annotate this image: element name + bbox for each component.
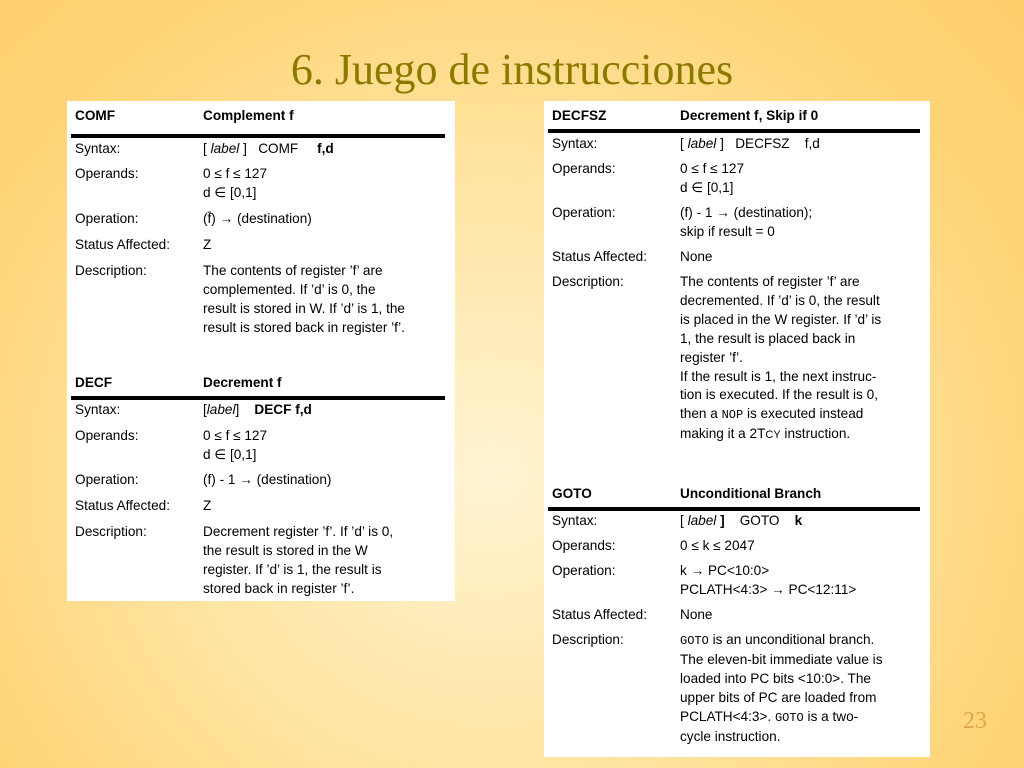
comf-operation-value: (f̄) → (destination)	[203, 211, 312, 226]
decf-desc-line: the result is stored in the W	[203, 542, 368, 558]
goto-desc-fragment: PCLATH<4:3>.	[680, 708, 775, 724]
instruction-panel-left	[67, 101, 455, 601]
comf-operands-label: Operands:	[75, 166, 139, 181]
decfsz-desc-line	[680, 405, 920, 425]
comf-syntax-args: f,d	[317, 141, 334, 156]
decfsz-desc-fragment: instruction.	[780, 426, 851, 442]
comf-name: Complement f	[203, 108, 294, 123]
goto-description-label: Description:	[552, 632, 624, 647]
comf-syntax-label: Syntax:	[75, 141, 121, 156]
decfsz-desc-line: If the result is 1, the next instruc-	[680, 368, 877, 384]
decfsz-mnemonic: DECFSZ	[552, 108, 607, 123]
goto-card	[544, 485, 930, 755]
decfsz-desc-line: 1, the result is placed back in	[680, 330, 856, 346]
decfsz-syntax-close: ]	[720, 136, 724, 151]
decfsz-operation-value	[680, 204, 920, 242]
decfsz-description-label: Description:	[552, 274, 624, 289]
decfsz-desc-line: register ’f’.	[680, 349, 743, 365]
comf-status-value: Z	[203, 237, 212, 252]
decfsz-operand-d: d ∈ [0,1]	[680, 179, 734, 195]
goto-description-value	[680, 631, 920, 746]
decfsz-operand-f: 0 ≤ f ≤ 127	[680, 161, 745, 176]
comf-desc-line: result is stored back in register ’f’.	[203, 319, 405, 335]
decfsz-operands-label: Operands:	[552, 161, 616, 176]
goto-mnemonic: GOTO	[552, 486, 592, 501]
decfsz-desc-cy: CY	[765, 429, 781, 442]
goto-desc-fragment: is an unconditional branch.	[708, 632, 875, 647]
decf-operands-value	[203, 427, 445, 465]
goto-syntax-open: [	[680, 513, 684, 528]
decf-syntax-value	[203, 401, 445, 420]
goto-syntax-op: GOTO	[739, 513, 780, 528]
decf-operand-f: 0 ≤ f ≤ 127	[203, 428, 268, 443]
decfsz-header	[552, 107, 930, 125]
goto-desc-fragment: is a two-	[803, 708, 859, 724]
decf-operand-d: d ∈ [0,1]	[203, 446, 257, 462]
decfsz-syntax-label: Syntax:	[552, 136, 598, 151]
decfsz-syntax-open: [	[680, 136, 684, 151]
comf-operand-d: d ∈ [0,1]	[203, 184, 257, 200]
decfsz-status-value: None	[680, 249, 713, 264]
goto-syntax-label: Syntax:	[552, 513, 598, 528]
goto-status-value: None	[680, 607, 713, 622]
decf-description-value	[203, 523, 445, 599]
decfsz-name: Decrement f, Skip if 0	[680, 108, 819, 123]
goto-desc-line: cycle instruction.	[680, 728, 781, 744]
decfsz-card	[544, 107, 930, 467]
decf-syntax-close: ]	[235, 402, 240, 417]
decfsz-syntax-args: f,d	[804, 136, 820, 151]
comf-divider	[71, 134, 445, 138]
goto-operation-line: k → PC<10:0>	[680, 563, 770, 578]
comf-header	[75, 107, 455, 125]
comf-card	[67, 107, 455, 357]
goto-operands-value: 0 ≤ k ≤ 2047	[680, 538, 755, 553]
decfsz-desc-nop: NOP	[721, 408, 744, 423]
comf-status-label: Status Affected:	[75, 237, 170, 252]
goto-desc-line: upper bits of PC are loaded from	[680, 689, 877, 705]
goto-desc-line	[680, 631, 920, 651]
goto-divider	[548, 507, 920, 511]
page-number: 23	[963, 708, 987, 734]
decf-desc-line: Decrement register ’f’. If ’d’ is 0,	[203, 524, 394, 539]
goto-desc-line: loaded into PC bits <10:0>. The	[680, 670, 871, 686]
decf-divider	[71, 396, 445, 400]
decfsz-operation-line: (f) - 1 → (destination);	[680, 205, 813, 220]
goto-syntax-args: k	[794, 513, 803, 528]
goto-operation-label: Operation:	[552, 563, 616, 578]
comf-description-label: Description:	[75, 263, 147, 278]
decf-header	[75, 374, 455, 392]
decfsz-desc-line	[680, 425, 920, 445]
decf-description-label: Description:	[75, 524, 147, 539]
goto-status-label: Status Affected:	[552, 607, 647, 622]
decf-syntax-op: DECF f,d	[254, 402, 312, 417]
goto-operation-line: PCLATH<4:3> → PC<12:11>	[680, 581, 857, 597]
comf-syntax-value	[203, 140, 445, 159]
comf-syntax-close: ]	[243, 141, 247, 156]
goto-desc-goto: GOTO	[774, 710, 804, 725]
goto-syntax-value	[680, 512, 920, 531]
decf-mnemonic: DECF	[75, 375, 113, 390]
decf-desc-line: register. If ’d’ is 1, the result is	[203, 561, 382, 577]
goto-syntax-close: ]	[720, 513, 725, 528]
decfsz-desc-fragment: is executed instead	[743, 406, 864, 422]
goto-name: Unconditional Branch	[680, 486, 822, 501]
decfsz-status-label: Status Affected:	[552, 249, 647, 264]
comf-description-value	[203, 262, 445, 338]
goto-operands-label: Operands:	[552, 538, 616, 553]
decf-card	[67, 374, 455, 599]
comf-syntax-label-text: label	[210, 141, 240, 156]
decfsz-description-value	[680, 273, 920, 445]
comf-desc-line: result is stored in W. If ’d’ is 1, the	[203, 300, 405, 316]
decfsz-desc-fragment: then a	[680, 406, 722, 422]
decf-syntax-open: [	[203, 402, 207, 417]
decfsz-syntax-op: DECFSZ	[735, 136, 790, 151]
decfsz-desc-fragment: making it a 2T	[680, 426, 766, 442]
decfsz-divider	[548, 129, 920, 133]
goto-desc-line	[680, 708, 920, 728]
decfsz-desc-line: decremented. If ’d’ is 0, the result	[680, 292, 880, 308]
decf-operands-label: Operands:	[75, 428, 139, 443]
goto-operation-value	[680, 562, 920, 600]
comf-desc-line: The contents of register ’f’ are	[203, 263, 383, 278]
decfsz-syntax-value	[680, 135, 920, 154]
comf-syntax-open: [	[203, 141, 207, 156]
goto-syntax-label-text: label	[687, 513, 717, 528]
comf-syntax-op: COMF	[258, 141, 299, 156]
decfsz-operands-value	[680, 160, 920, 198]
decfsz-syntax-label-text: label	[687, 136, 717, 151]
comf-desc-line: complemented. If ’d’ is 0, the	[203, 281, 376, 297]
decfsz-desc-line: is placed in the W register. If ’d’ is	[680, 311, 882, 327]
instruction-panel-right	[544, 101, 930, 757]
decf-syntax-label-text: label	[206, 402, 236, 417]
decf-syntax-label: Syntax:	[75, 402, 121, 417]
decfsz-operation-label: Operation:	[552, 205, 616, 220]
goto-desc-goto: GOTO	[680, 634, 709, 648]
slide-title: 6. Juego de instrucciones	[290, 45, 734, 94]
comf-operation-label: Operation:	[75, 211, 139, 226]
decf-status-label: Status Affected:	[75, 498, 170, 513]
decfsz-desc-line: The contents of register ’f’ are	[680, 274, 860, 289]
decf-name: Decrement f	[203, 375, 282, 390]
comf-operand-f: 0 ≤ f ≤ 127	[203, 166, 268, 181]
decfsz-desc-line: tion is executed. If the result is 0,	[680, 387, 878, 403]
comf-mnemonic: COMF	[75, 108, 116, 123]
decfsz-operation-line: skip if result = 0	[680, 223, 775, 239]
decf-operation-label: Operation:	[75, 472, 139, 487]
comf-operands-value	[203, 165, 445, 203]
goto-desc-line: The eleven-bit immediate value is	[680, 651, 883, 667]
decf-status-value: Z	[203, 498, 212, 513]
decf-operation-value: (f) - 1 → (destination)	[203, 472, 332, 487]
goto-header	[552, 485, 930, 503]
decf-desc-line: stored back in register ’f’.	[203, 580, 355, 596]
